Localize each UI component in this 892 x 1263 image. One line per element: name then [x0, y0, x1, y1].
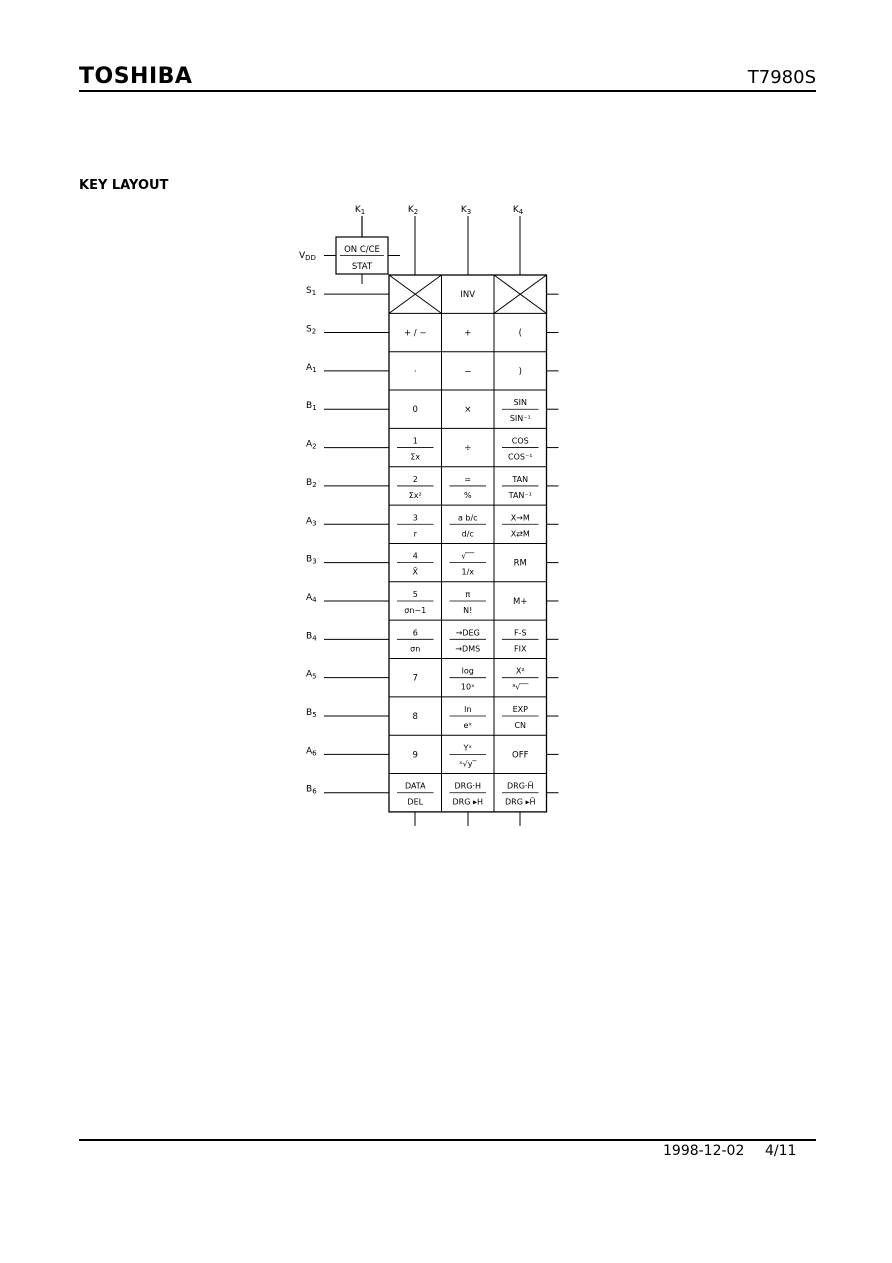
key-s1-2-label: INV: [460, 290, 476, 301]
key-b5-3-bottom-label: CN: [514, 721, 527, 731]
key-b4-1-top-label: 6: [412, 628, 418, 638]
pin-label-b4: $B_4$: [306, 631, 317, 643]
column-label-k4: $K_4$: [512, 205, 524, 216]
key-a5-3-top-label: X²: [515, 666, 525, 676]
key-b2-2-top-label: =: [464, 474, 472, 484]
key-b6-3-top-label: DRG·H̄: [507, 781, 534, 791]
key-b5-2-bottom-label: eˣ: [463, 721, 472, 731]
pin-label-b6: $B_6$: [306, 784, 317, 796]
pin-label-b5: $B_5$: [306, 708, 317, 720]
pin-label-a2: $A_2$: [306, 439, 317, 451]
column-label-k1: $K_1$: [354, 205, 366, 216]
key-a5-2-bottom-label: 10ˣ: [460, 682, 475, 692]
key-a4-2-top-label: π: [465, 589, 471, 599]
footer-date: 1998-12-02: [663, 1143, 745, 1159]
key-b6-2-top-label: DRG·H: [454, 781, 481, 791]
pin-label-a6: $A_6$: [306, 746, 317, 758]
footer-page: 4/11: [765, 1143, 797, 1159]
key-b3-1-top-label: 4: [412, 551, 418, 561]
pin-label-a4: $A_4$: [306, 592, 317, 604]
key-b2-1-bottom-label: Σx²: [408, 490, 422, 500]
key-b1-1-label: 0: [412, 405, 418, 416]
key-b6-1-top-label: DATA: [404, 781, 426, 791]
key-b4-2-bottom-label: →DMS: [455, 644, 481, 654]
key-a3-1-bottom-label: r: [413, 529, 417, 539]
key-a6-3-label: OFF: [512, 750, 529, 761]
key-a2-2-label: ÷: [464, 443, 472, 454]
key-b4-3-bottom-label: FIX: [514, 644, 527, 654]
key-a5-1-label: 7: [412, 673, 418, 684]
key-b1-2-label: ×: [464, 405, 472, 416]
key-a3-3-bottom-label: X⇄M: [510, 529, 530, 539]
key-s2-1-label: + / −: [403, 328, 427, 339]
key-a2-3-top-label: COS: [511, 436, 529, 446]
key-b1-3-bottom-label: SIN⁻¹: [509, 414, 531, 424]
key-b6-1-bottom-label: DEL: [407, 797, 424, 807]
key-a6-1-label: 9: [412, 750, 418, 761]
key-b5-3-top-label: EXP: [512, 705, 528, 715]
part-number: T7980S: [747, 67, 816, 88]
pin-label-s2: $S_2$: [306, 324, 317, 336]
key-a6-2-top-label: Yˣ: [463, 743, 472, 753]
on-key-top-label: ON C/CE: [344, 245, 380, 255]
key-a5-2-top-label: log: [461, 666, 474, 676]
key-b1-3-top-label: SIN: [513, 398, 527, 408]
key-b4-2-top-label: →DEG: [455, 628, 480, 638]
key-b2-2-bottom-label: %: [463, 490, 472, 500]
pin-label-s1: $S_1$: [306, 286, 317, 298]
pin-label-a5: $A_5$: [306, 669, 317, 681]
vdd-label: $V_{DD}$: [299, 251, 316, 262]
key-a1-1-label: ·: [413, 366, 417, 377]
brand-logo: TOSHIBA: [79, 64, 193, 89]
key-b5-2-top-label: ln: [464, 705, 472, 715]
key-b6-2-bottom-label: DRG ▸H: [452, 797, 483, 807]
key-b4-3-top-label: F-S: [513, 628, 527, 638]
section-title: KEY LAYOUT: [79, 178, 169, 193]
key-a3-1-top-label: 3: [412, 513, 418, 523]
on-key-bottom-label: STAT: [351, 262, 373, 272]
key-a2-1-bottom-label: Σx: [410, 452, 421, 462]
column-label-k2: $K_2$: [407, 205, 419, 216]
key-b3-3-label: RM: [513, 558, 527, 569]
pin-label-a1: $A_1$: [306, 362, 317, 374]
key-b5-1-label: 8: [412, 712, 418, 723]
key-s2-3-label: (: [518, 328, 522, 339]
key-a1-2-label: −: [464, 366, 472, 377]
key-b2-1-top-label: 2: [412, 474, 418, 484]
key-a3-2-bottom-label: d/c: [461, 529, 474, 539]
key-a4-2-bottom-label: N!: [463, 605, 473, 615]
pin-label-b1: $B_1$: [306, 401, 317, 413]
key-b3-2-bottom-label: 1/x: [461, 567, 475, 577]
key-a5-3-bottom-label: ³√‾‾: [512, 682, 529, 692]
key-a4-1-top-label: 5: [412, 589, 418, 599]
key-a4-3-label: M+: [513, 596, 528, 607]
pin-label-a3: $A_3$: [306, 516, 317, 528]
key-a2-1-top-label: 1: [412, 436, 418, 446]
key-b2-3-bottom-label: TAN⁻¹: [508, 490, 532, 500]
key-b3-1-bottom-label: X̄: [412, 567, 418, 577]
pin-label-b3: $B_3$: [306, 554, 317, 566]
key-a2-3-bottom-label: COS⁻¹: [508, 452, 533, 462]
key-a3-2-top-label: a b/c: [457, 513, 478, 523]
pin-label-b2: $B_2$: [306, 477, 317, 489]
key-s2-2-label: +: [464, 328, 472, 339]
key-a1-3-label: ): [518, 366, 522, 377]
column-label-k3: $K_3$: [460, 205, 472, 216]
key-a3-3-top-label: X→M: [510, 513, 530, 523]
footer-rule: [79, 1139, 816, 1141]
key-a4-1-bottom-label: σn−1: [404, 605, 427, 615]
key-b2-3-top-label: TAN: [512, 474, 529, 484]
key-a6-2-bottom-label: ˣ√y‾: [459, 759, 477, 769]
key-b3-2-top-label: √‾‾: [461, 551, 475, 561]
key-b6-3-bottom-label: DRG ▸H̄: [505, 797, 536, 807]
key-b4-1-bottom-label: σn: [410, 644, 421, 654]
